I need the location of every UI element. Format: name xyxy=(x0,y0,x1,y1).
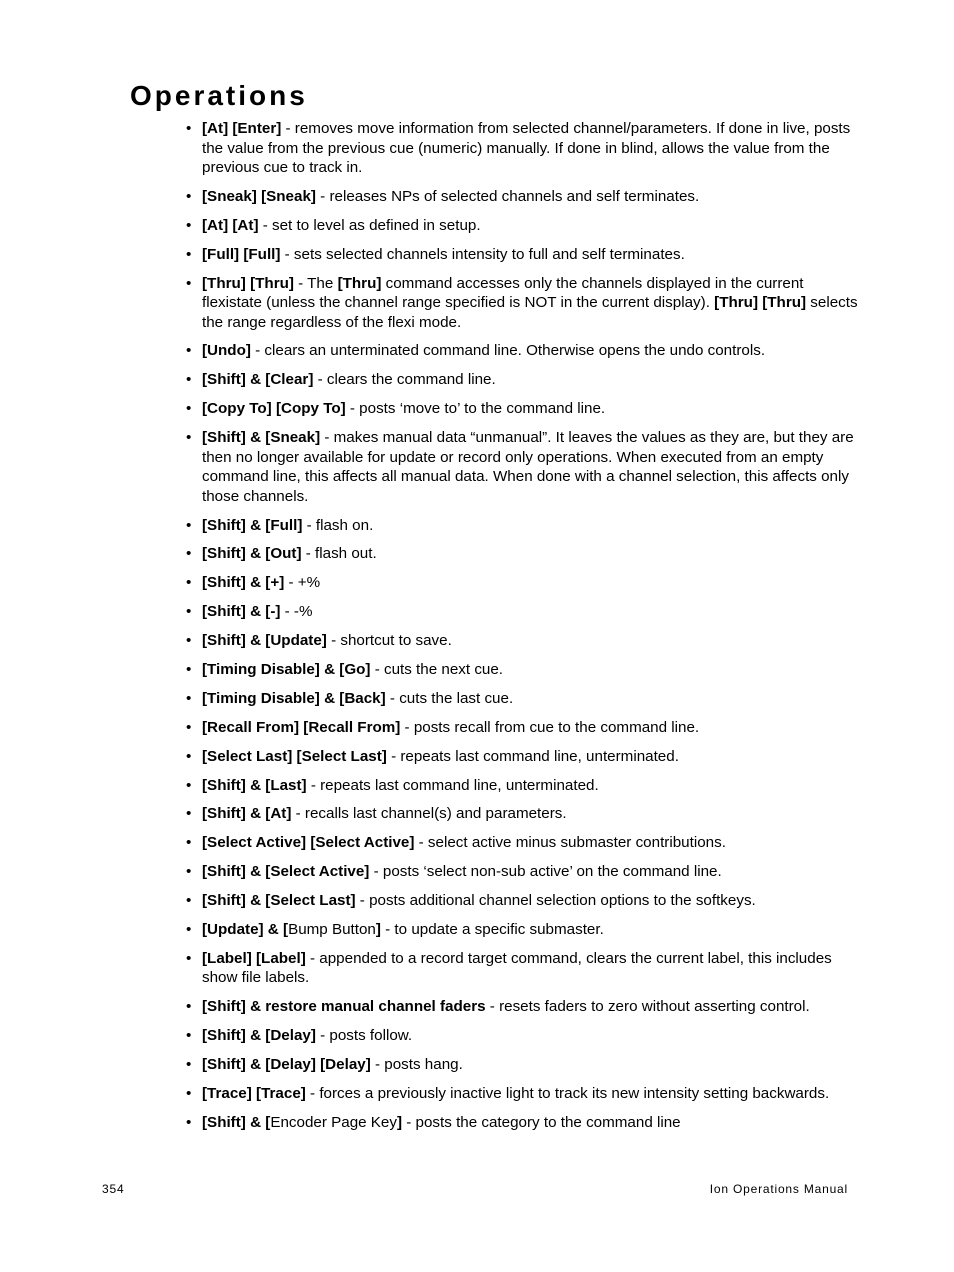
item-text xyxy=(202,690,513,707)
bullet-glyph: • xyxy=(186,216,192,234)
key-sequence: [Sneak] [Sneak] xyxy=(202,187,316,205)
item-text xyxy=(202,342,765,359)
description-text: - posts the category to the command line xyxy=(402,1113,681,1131)
description-text: - +% xyxy=(284,574,321,592)
key-sequence: ] xyxy=(375,920,381,938)
list-item xyxy=(186,544,858,564)
description-text: - repeats last command line, unterminated. xyxy=(386,747,679,765)
bullet-glyph: • xyxy=(186,120,192,137)
item-text xyxy=(202,1056,463,1073)
list-item xyxy=(186,216,858,236)
list-item xyxy=(186,1026,858,1046)
item-text xyxy=(202,517,373,534)
description-text: - The xyxy=(293,274,338,292)
list-item xyxy=(186,370,858,390)
description-text: - to update a specific submaster. xyxy=(380,920,604,938)
key-sequence: [Timing Disable] & [Back] xyxy=(202,689,386,707)
item-text xyxy=(202,1114,681,1131)
bullet-glyph: • xyxy=(186,187,192,205)
description-text: command accesses only the channels displayed in the current flexistate (unless the channel range specified is NOT in the current display). xyxy=(202,274,804,312)
key-sequence: [Select Active] [Select Active] xyxy=(202,834,415,852)
item-text xyxy=(202,1085,829,1102)
key-sequence: [Trace] [Trace] xyxy=(202,1084,306,1102)
key-sequence: [Shift] & [Delay] [Delay] xyxy=(202,1056,371,1074)
key-sequence: [Shift] & [Select Last] xyxy=(202,892,356,910)
description-text: - removes move information from selected channel/parameters. If done in live, posts the value from the previous cue (numeric) manually. If done in blind, allows the value from the previous cue to track in. xyxy=(202,120,851,176)
bullet-glyph: • xyxy=(186,603,192,621)
description-text: - -% xyxy=(280,603,313,621)
bullet-glyph: • xyxy=(186,342,192,360)
item-text xyxy=(202,188,699,205)
description-text: - appended to a record target command, clears the current label, this includes show file labels. xyxy=(202,949,832,987)
bullet-glyph: • xyxy=(186,949,192,967)
key-sequence: [Shift] & restore manual channel faders xyxy=(202,998,486,1016)
item-text xyxy=(202,120,850,176)
key-sequence: [Shift] & [Out] xyxy=(202,545,302,563)
item-text xyxy=(202,429,854,505)
key-sequence: [Shift] & [Sneak] xyxy=(202,429,321,447)
bullet-glyph: • xyxy=(186,834,192,852)
description-text: - posts hang. xyxy=(370,1056,463,1074)
description-text: Encoder Page Key xyxy=(270,1113,397,1131)
key-sequence: [Timing Disable] & [Go] xyxy=(202,660,371,678)
description-text: - flash out. xyxy=(301,545,377,563)
list-item xyxy=(186,862,858,882)
list-item xyxy=(186,573,858,593)
item-text xyxy=(202,632,452,649)
key-sequence: ] xyxy=(396,1113,403,1131)
key-sequence: [Shift] & [Delay] xyxy=(202,1027,316,1045)
bullet-glyph: • xyxy=(186,274,192,292)
description-text: - posts ‘select non-sub active’ on the command line. xyxy=(369,863,722,881)
key-sequence: [Update] & [ xyxy=(202,920,289,938)
item-text xyxy=(202,246,685,263)
description-text: - clears an unterminated command line. Otherwise opens the undo controls. xyxy=(250,342,766,360)
list-item xyxy=(186,997,858,1017)
item-text xyxy=(202,217,481,234)
item-text xyxy=(202,805,567,822)
bullet-glyph: • xyxy=(186,1056,192,1074)
description-text: - set to level as defined in setup. xyxy=(258,216,481,234)
bullet-glyph: • xyxy=(186,747,192,765)
list-item xyxy=(186,718,858,738)
key-sequence: [Shift] & [Update] xyxy=(202,632,327,650)
bullet-glyph: • xyxy=(186,632,192,650)
description-text: - flash on. xyxy=(302,516,374,534)
description-text: - cuts the last cue. xyxy=(385,689,514,707)
list-item xyxy=(186,920,858,940)
item-text xyxy=(202,719,699,736)
item-text xyxy=(202,748,679,765)
key-sequence: [At] [At] xyxy=(202,216,259,234)
description-text: - posts recall from cue to the command line. xyxy=(400,718,700,736)
list-item xyxy=(186,1113,858,1133)
list-item xyxy=(186,891,858,911)
bullet-glyph: • xyxy=(186,776,192,794)
list-item xyxy=(186,689,858,709)
key-sequence: [Shift] & [Clear] xyxy=(202,371,314,389)
list-item xyxy=(186,341,858,361)
item-text xyxy=(202,892,756,909)
list-item xyxy=(186,274,858,333)
page-number: 354 xyxy=(102,1182,125,1196)
bullet-glyph: • xyxy=(186,371,192,389)
item-text xyxy=(202,950,832,987)
description-text: - cuts the next cue. xyxy=(370,660,504,678)
key-sequence: [Copy To] [Copy To] xyxy=(202,400,346,418)
list-item xyxy=(186,1084,858,1104)
list-item xyxy=(186,187,858,207)
description-text: - makes manual data “unmanual”. It leaves the values as they are, but they are then no longer available for update or record only operations. When executed from an empty command line, this affects all manual data. When done with a channel selection, this affects only those channels. xyxy=(202,429,854,505)
bullet-glyph: • xyxy=(186,429,192,447)
item-text xyxy=(202,603,313,620)
bullet-glyph: • xyxy=(186,863,192,881)
key-sequence: [Shift] & [ xyxy=(202,1113,271,1131)
list-item xyxy=(186,399,858,419)
bullet-glyph: • xyxy=(186,574,192,592)
list-item xyxy=(186,516,858,536)
bullet-glyph: • xyxy=(186,545,192,563)
description-text: - sets selected channels intensity to full and self terminates. xyxy=(280,245,685,263)
key-sequence: [Shift] & [Full] xyxy=(202,516,303,534)
item-text xyxy=(202,863,722,880)
key-sequence: [Shift] & [At] xyxy=(202,805,292,823)
key-sequence: [Full] [Full] xyxy=(202,245,281,263)
description-text: - repeats last command line, unterminated. xyxy=(306,776,599,794)
list-item xyxy=(186,660,858,680)
description-text: - select active minus submaster contributions. xyxy=(414,834,726,852)
description-text: selects the range regardless of the flexi mode. xyxy=(202,294,858,331)
description-text: - posts ‘move to’ to the command line. xyxy=(345,400,606,418)
bullet-glyph: • xyxy=(186,718,192,736)
item-text xyxy=(202,400,605,417)
list-item xyxy=(186,1055,858,1075)
key-sequence: [Thru] [Thru] xyxy=(202,274,294,292)
bullet-glyph: • xyxy=(186,1027,192,1045)
key-sequence: [Recall From] [Recall From] xyxy=(202,718,401,736)
bullet-glyph: • xyxy=(186,920,192,938)
bullet-glyph: • xyxy=(186,660,192,678)
key-sequence: [Shift] & [Select Active] xyxy=(202,863,370,881)
bullet-glyph: • xyxy=(186,892,192,910)
key-sequence: [Shift] & [-] xyxy=(202,603,281,621)
item-text xyxy=(202,371,496,388)
key-sequence: [At] [Enter] xyxy=(202,120,282,137)
description-text: - releases NPs of selected channels and self terminates. xyxy=(315,187,700,205)
description-text: - posts additional channel selection options to the softkeys. xyxy=(355,892,756,910)
description-text: - clears the command line. xyxy=(313,371,496,389)
list-item xyxy=(186,602,858,622)
item-text xyxy=(202,998,810,1015)
item-text xyxy=(202,834,726,851)
key-sequence: [Select Last] [Select Last] xyxy=(202,747,387,765)
description-text: - resets faders to zero without asserting control. xyxy=(485,998,810,1016)
list-item xyxy=(186,949,858,988)
key-sequence: [Label] [Label] xyxy=(202,949,306,967)
description-text: - shortcut to save. xyxy=(326,632,452,650)
item-text xyxy=(202,275,858,331)
list-item xyxy=(186,833,858,853)
item-text xyxy=(202,777,599,794)
description-text: - forces a previously inactive light to track its new intensity setting backwards. xyxy=(305,1084,830,1102)
item-text xyxy=(202,545,377,562)
list-item xyxy=(186,804,858,824)
bullet-glyph: • xyxy=(186,1084,192,1102)
bullet-glyph: • xyxy=(186,1113,192,1131)
item-text xyxy=(202,921,604,938)
item-text xyxy=(202,661,503,678)
section-heading: Operations xyxy=(130,80,308,111)
item-text xyxy=(202,574,320,591)
list-item xyxy=(186,119,858,178)
item-text xyxy=(202,1027,412,1044)
key-sequence: [Thru] [Thru] xyxy=(714,294,807,312)
operations-list xyxy=(186,119,858,1142)
key-sequence: [Shift] & [+] xyxy=(202,574,285,592)
list-item xyxy=(186,631,858,651)
manual-title: Ion Operations Manual xyxy=(709,1182,848,1196)
key-sequence: [Undo] xyxy=(202,342,251,360)
key-sequence: [Shift] & [Last] xyxy=(202,776,307,794)
list-item xyxy=(186,245,858,265)
key-sequence: [Thru] xyxy=(337,274,382,292)
description-text: - recalls last channel(s) and parameters. xyxy=(291,805,567,823)
bullet-glyph: • xyxy=(186,516,192,534)
bullet-glyph: • xyxy=(186,998,192,1016)
bullet-glyph: • xyxy=(186,245,192,263)
bullet-glyph: • xyxy=(186,805,192,823)
list-item xyxy=(186,428,858,506)
description-text: Bump Button xyxy=(288,920,376,938)
bullet-glyph: • xyxy=(186,400,192,418)
list-item xyxy=(186,776,858,796)
description-text: - posts follow. xyxy=(315,1027,413,1045)
list-item xyxy=(186,747,858,767)
bullet-glyph: • xyxy=(186,689,192,707)
